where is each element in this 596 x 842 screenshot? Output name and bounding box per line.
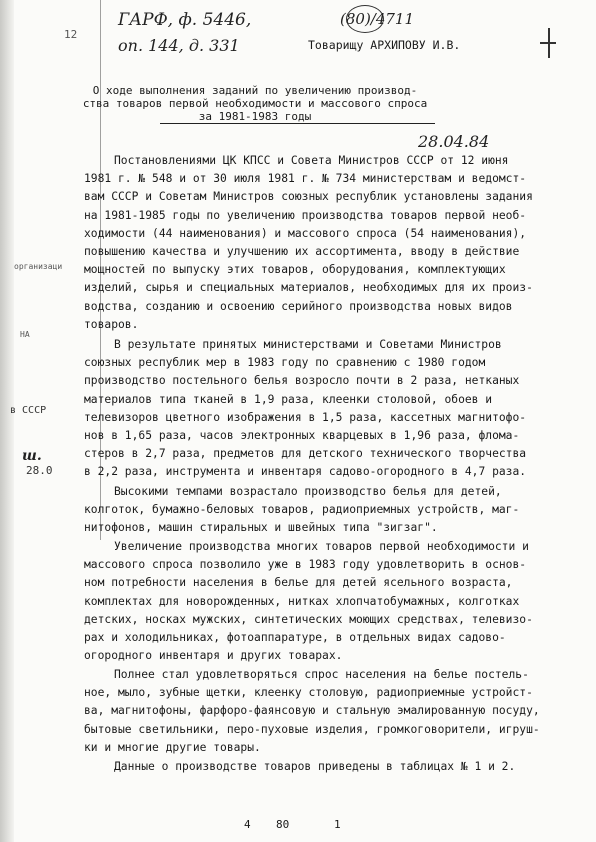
text-line: повышению качества и улучшению их ассортимента, вводу в действие bbox=[84, 245, 520, 259]
text-line: телевизоров цветного изображения в 1,5 раза, кассетных магнитофо- bbox=[84, 410, 527, 424]
margin-ussr-text: в СССР bbox=[10, 405, 47, 416]
binding-edge bbox=[0, 0, 14, 842]
paragraph bbox=[84, 483, 554, 538]
text-line: В результате принятых министерствами и Советами Министров bbox=[114, 338, 502, 351]
text-line: Полнее стал удовлетворяться спрос населения на белье постель- bbox=[114, 668, 529, 681]
subject-line: ства товаров первой необходимости и массового спроса bbox=[82, 97, 428, 110]
text-line: огородного инвентаря и других товарах. bbox=[84, 649, 343, 663]
text-line: колготок, бумажно-беловых товаров, радиоприемных устройств, маг- bbox=[84, 503, 520, 517]
text-line: 1981 г. № 548 и от 30 июля 1981 г. № 734 министерствам и ведомст- bbox=[84, 172, 527, 186]
text-line: водства, созданию и освоению серийного производства новых видов bbox=[84, 299, 513, 313]
paragraph bbox=[84, 152, 554, 334]
text-line: Данные о производстве товаров приведены в таблицах № 1 и 2. bbox=[114, 760, 516, 773]
footer-number-middle: 80 bbox=[276, 818, 290, 831]
margin-number: 12 bbox=[64, 28, 78, 41]
paragraph bbox=[84, 336, 554, 482]
text-line: в 2,2 раза, инструмента и инвентаря садово-огородного в 4,7 раза. bbox=[84, 465, 527, 479]
text-line: ва, магнитофоны, фарфоро-фаянсовую и стальную эмалированную посуду, bbox=[84, 704, 540, 718]
text-line: ходимости (44 наименования) и массового спроса (54 наименования), bbox=[84, 226, 527, 240]
subject-line: за 1981-1983 годы bbox=[198, 110, 312, 123]
footer-number-right: 1 bbox=[334, 818, 341, 831]
text-line: союзных республик мер в 1983 году по сравнению с 1980 годом bbox=[84, 356, 486, 370]
text-line: детских, носках мужских, синтетических моющих средствах, телевизо- bbox=[84, 612, 533, 626]
text-line: мощностей по выпуску этих товаров, оборудования, комплектующих bbox=[84, 263, 506, 277]
addressee: Товарищу АРХИПОВУ И.В. bbox=[308, 38, 461, 52]
text-line: товаров. bbox=[84, 317, 139, 331]
text-line: ном потребности населения в белье для детей ясельного возраста, bbox=[84, 576, 513, 590]
text-line: стеров в 2,7 раза, предметов для детского технического творчества bbox=[84, 447, 527, 461]
text-line: массового спроса позволило уже в 1983 году удовлетворить в основ- bbox=[84, 558, 527, 572]
text-line: ки и многие другие товары. bbox=[84, 740, 261, 754]
corner-mark-bar bbox=[540, 42, 556, 44]
text-line: нов в 1,65 раза, часов электронных кварцевых в 1,96 раза, флома- bbox=[84, 429, 520, 443]
text-line: Увеличение производства многих товаров первой необходимости и bbox=[114, 540, 529, 553]
text-line: ное, мыло, зубные щетки, клеенку столовую, радиоприемные устройст- bbox=[84, 686, 533, 700]
text-line: вам СССР и Советам Министров союзных республик установлены задания bbox=[84, 190, 533, 204]
subject-underline bbox=[160, 123, 435, 124]
paragraph bbox=[84, 538, 554, 665]
text-line: рах и холодильниках, фотоаппаратуре, в отдельных видах садово- bbox=[84, 631, 506, 645]
registration-number: (80)/4711 bbox=[340, 10, 415, 28]
footer-number-left: 4 bbox=[244, 818, 251, 831]
archive-inventory: оп. 144, д. 331 bbox=[118, 36, 240, 55]
text-line: на 1981-1985 годы по увеличению производства товаров первой необ- bbox=[84, 208, 527, 222]
paragraph bbox=[84, 758, 554, 776]
margin-handwriting: ш. bbox=[22, 448, 42, 464]
margin-org-text: организаци bbox=[14, 262, 63, 271]
handwritten-date: 28.04.84 bbox=[418, 132, 490, 151]
text-line: производство постельного белья возросло почти в 2 раза, нетканых bbox=[84, 374, 520, 388]
subject-line: О ходе выполнения заданий по увеличению производ- bbox=[92, 84, 418, 97]
margin-date-text: 28.0 bbox=[26, 464, 53, 477]
text-line: комплектах для новорожденных, нитках хлопчатобумажных, колготках bbox=[84, 594, 520, 608]
margin-na-text: НА bbox=[20, 330, 30, 339]
text-line: бытовые светильники, перо-пуховые изделия, громкоговорители, игруш- bbox=[84, 722, 540, 736]
text-line: нитофонов, машин стиральных и швейных типа "зигзаг". bbox=[84, 521, 438, 535]
text-line: Высокими темпами возрастало производство белья для детей, bbox=[114, 485, 502, 498]
text-line: изделий, сырья и специальных материалов, необходимых для их произ- bbox=[84, 281, 533, 295]
archive-fund: ГАРФ, ф. 5446, bbox=[118, 10, 252, 30]
document-subject bbox=[80, 84, 430, 123]
text-line: Постановлениями ЦК КПСС и Совета Министров СССР от 12 июня bbox=[114, 154, 509, 167]
text-line: материалов типа тканей в 1,9 раза, клеенки столовой, обоев и bbox=[84, 392, 493, 406]
paragraph bbox=[84, 666, 554, 757]
